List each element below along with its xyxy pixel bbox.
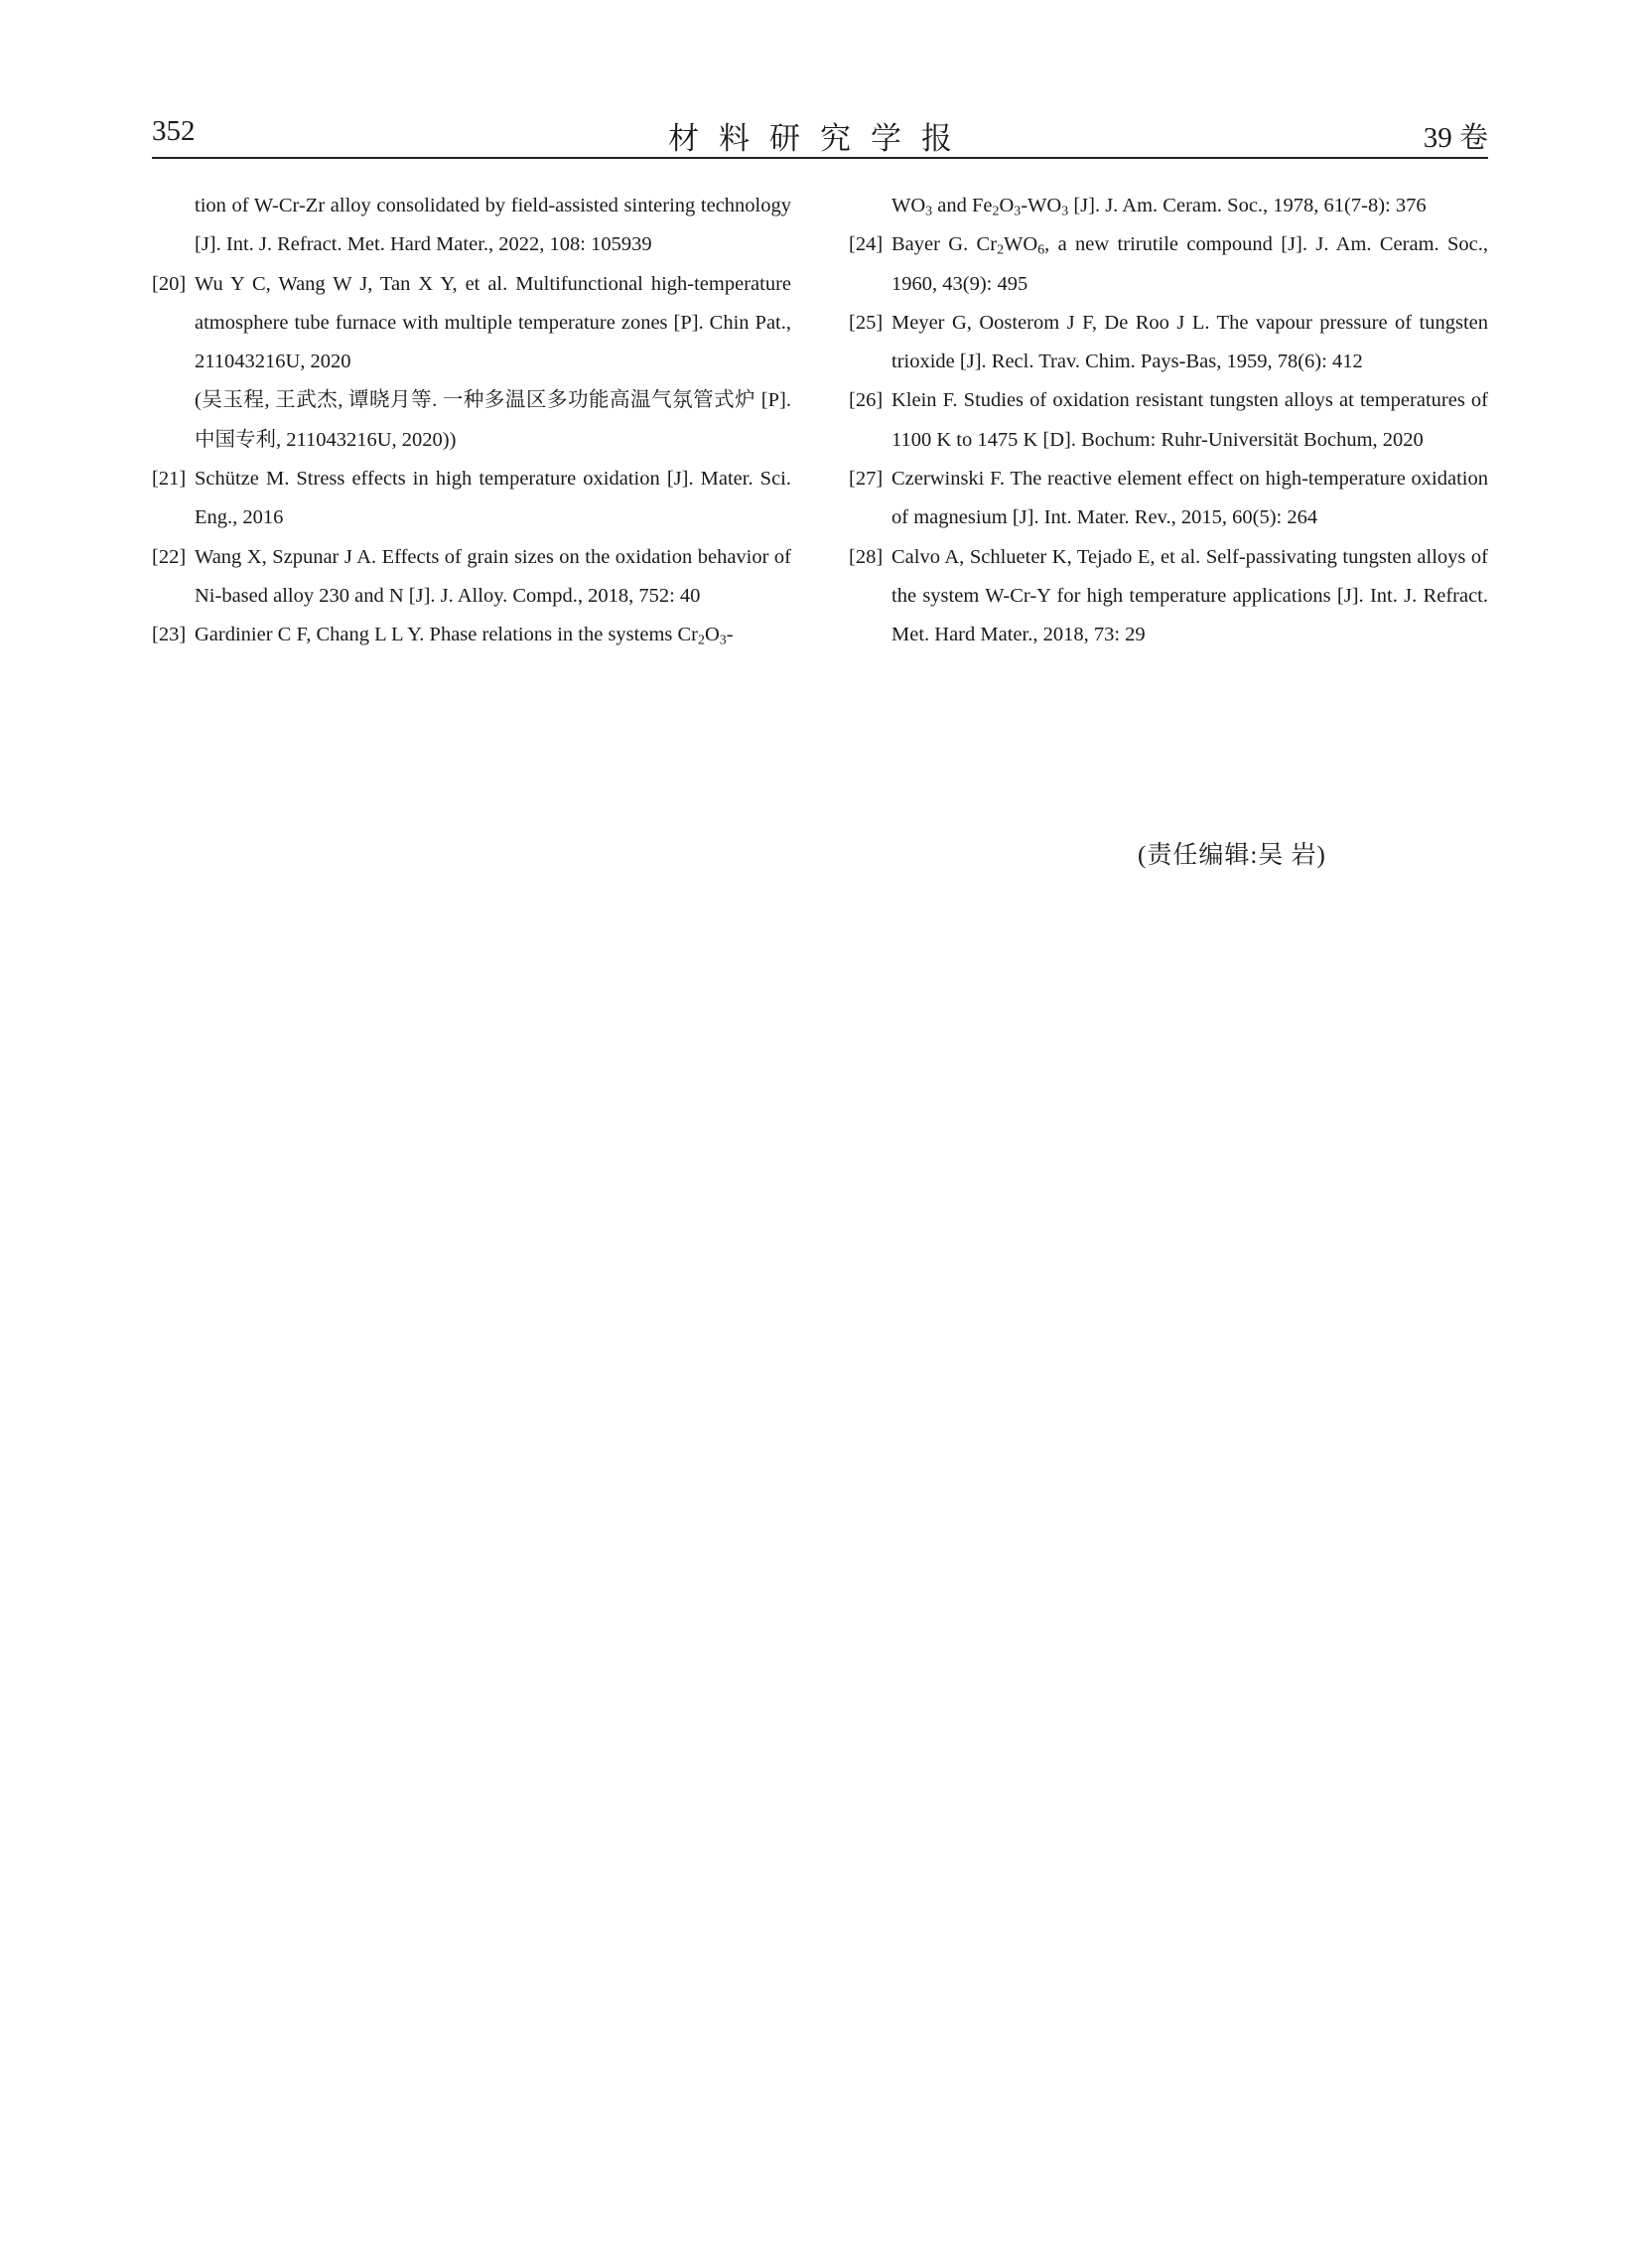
reference-text: O xyxy=(999,195,1015,216)
reference-text: WO xyxy=(891,195,926,216)
reference-number: [23] xyxy=(152,624,187,646)
subscript: 3 xyxy=(1061,204,1069,219)
reference-text: , a new trirutile compound [J]. J. Am. Ceram. Soc., 1960, 43(9): 495 xyxy=(891,233,1488,295)
reference-text: Klein F. Studies of oxidation resistant tungsten alloys at temperatures of 1100 K to 1475 K [D]. Bochum: Ruhr-Universität Bochum, 2020 xyxy=(891,389,1488,451)
reference-item-21 xyxy=(152,460,791,538)
reference-text: Bayer G. Cr xyxy=(891,233,998,256)
reference-number: [22] xyxy=(152,545,187,568)
subscript: 3 xyxy=(719,633,727,648)
reference-item-23 xyxy=(152,616,791,654)
reference-text: Gardinier C F, Chang L L Y. Phase relations in the systems Cr xyxy=(195,624,699,646)
reference-item-24 xyxy=(849,225,1488,304)
reference-item-27 xyxy=(849,460,1488,538)
subscript: 3 xyxy=(1014,204,1022,219)
reference-text: O xyxy=(704,624,720,646)
reference-number: [26] xyxy=(849,389,884,412)
reference-continuation: tion of W-Cr-Zr alloy consolidated by field-assisted sintering technology [J]. Int. J. Refract. Met. Hard Mater., 2022, 108: 105939 xyxy=(195,195,791,256)
reference-continuation xyxy=(849,187,1488,225)
reference-text: Wu Y C, Wang W J, Tan X Y, et al. Multifunctional high-temperature atmosphere tube furnace with multiple temperature zones [P]. Chin Pat., 211043216U, 2020 xyxy=(195,272,791,373)
reference-column-right xyxy=(849,187,1488,655)
header-rule xyxy=(152,157,1488,159)
reference-text: Schütze M. Stress effects in high temperature oxidation [J]. Mater. Sci. Eng., 2016 xyxy=(195,468,791,529)
subscript: 2 xyxy=(698,633,705,648)
reference-item-26 xyxy=(849,381,1488,460)
page-number: 352 xyxy=(152,115,196,147)
reference-column-left xyxy=(152,187,791,655)
reference-text: Calvo A, Schlueter K, Tejado E, et al. Self-passivating tungsten alloys of the system W-Cr-Y for high temperature applications [J]. Int. J. Refract. Met. Hard Mater., 2018, 73: 29 xyxy=(891,545,1488,646)
reference-text: -WO xyxy=(1021,195,1062,216)
subscript: 2 xyxy=(997,242,1005,258)
reference-item-22 xyxy=(152,538,791,617)
reference-item-20 xyxy=(152,265,791,460)
subscript: 6 xyxy=(1037,242,1045,258)
reference-number: [20] xyxy=(152,272,187,295)
reference-text: - xyxy=(726,624,734,646)
subscript: 3 xyxy=(925,204,933,219)
reference-number: [27] xyxy=(849,468,884,491)
reference-text: Czerwinski F. The reactive element effect on high-temperature oxidation of magnesium [J]. Int. Mater. Rev., 2015, 60(5): 264 xyxy=(891,468,1488,529)
subscript: 2 xyxy=(992,204,1000,219)
volume-label: 39 卷 xyxy=(1423,122,1488,154)
reference-number: [25] xyxy=(849,311,884,334)
reference-item-28 xyxy=(849,538,1488,655)
reference-text: and Fe xyxy=(932,195,993,216)
reference-number: [21] xyxy=(152,468,187,491)
reference-text: Wang X, Szpunar J A. Effects of grain sizes on the oxidation behavior of Ni-based alloy 230 and N [J]. J. Alloy. Compd., 2018, 752: 40 xyxy=(195,545,791,607)
reference-number: [28] xyxy=(849,545,884,568)
page-header xyxy=(152,109,1488,157)
reference-text: WO xyxy=(1004,233,1038,256)
editor-note: (责任编辑:吴 岩) xyxy=(1138,842,1326,869)
reference-item-25 xyxy=(849,304,1488,382)
journal-title: 材料研究学报 xyxy=(668,121,972,156)
reference-text: Meyer G, Oosterom J F, De Roo J L. The vapour pressure of tungsten trioxide [J]. Recl. Trav. Chim. Pays-Bas, 1959, 78(6): 412 xyxy=(891,311,1488,373)
reference-chinese-text: (吴玉程, 王武杰, 谭晓月等. 一种多温区多功能高温气氛管式炉 [P]. 中国专利, 211043216U, 2020)) xyxy=(195,389,791,451)
reference-text: [J]. J. Am. Ceram. Soc., 1978, 61(7-8): 376 xyxy=(1068,195,1427,216)
reference-number: [24] xyxy=(849,233,884,256)
